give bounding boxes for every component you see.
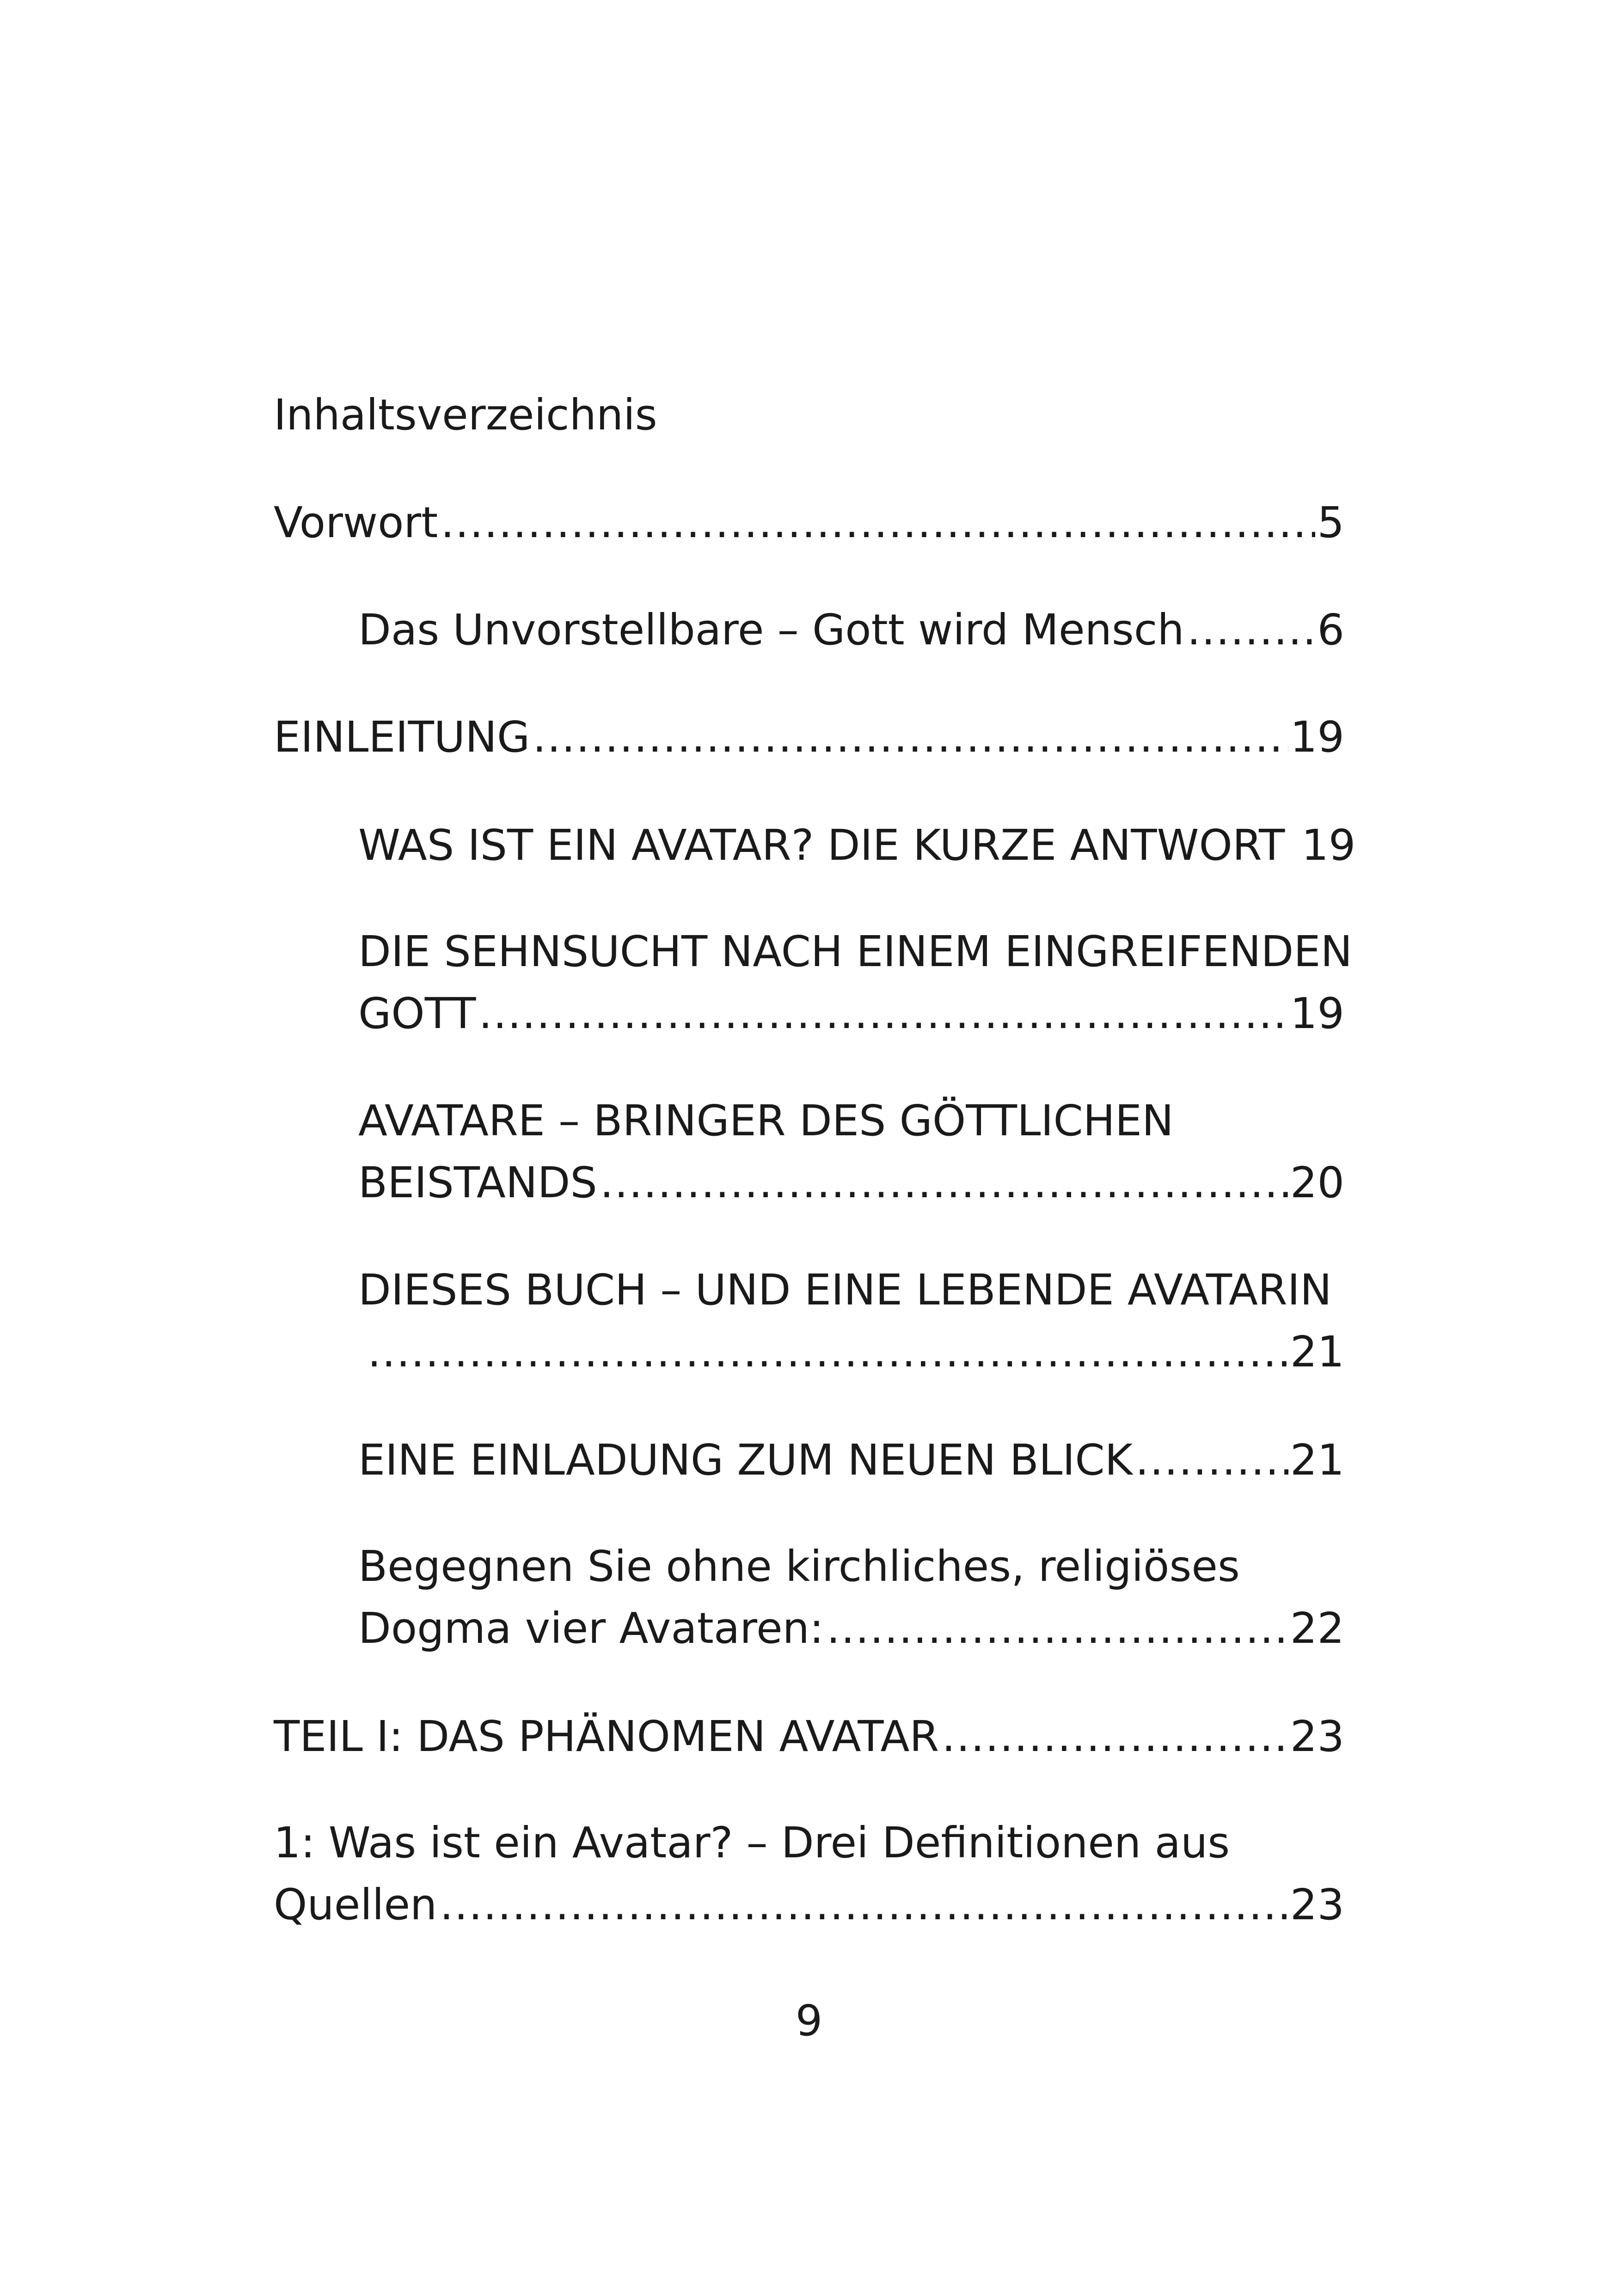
dot-leader [1187, 599, 1316, 661]
toc-entry-teil-i[interactable] [274, 1706, 1344, 1768]
toc-entry-dieses-buch[interactable] [358, 1259, 1344, 1383]
toc-entry-text: Quellen [274, 1880, 437, 1929]
toc-entry-einleitung[interactable] [274, 706, 1344, 768]
toc-entry-text-line1: Begegnen Sie ohne kirchliches, religiöses [358, 1542, 1240, 1591]
dot-leader [600, 1152, 1288, 1214]
dot-leader [1135, 1429, 1288, 1491]
dot-leader [441, 492, 1315, 554]
toc-entry-was-ist-ein-avatar[interactable] [358, 814, 1356, 876]
toc-page-number: 22 [1290, 1604, 1344, 1653]
toc-entry-vorwort[interactable] [274, 492, 1344, 554]
toc-entry-eine-einladung[interactable] [358, 1429, 1344, 1491]
toc-entry-text: WAS IST EIN AVATAR? DIE KURZE ANTWORT [358, 820, 1285, 870]
dot-leader [533, 706, 1288, 768]
toc-entry-text: BEISTANDS [358, 1158, 597, 1207]
page-number: 9 [795, 1996, 823, 2045]
toc-entry-text-line1: DIESES BUCH – UND EINE LEBENDE AVATARIN [358, 1265, 1332, 1315]
toc-entry-text: EINE EINLADUNG ZUM NEUEN BLICK [358, 1435, 1133, 1485]
toc-page-number: 23 [1290, 1712, 1344, 1761]
dot-leader [440, 1874, 1288, 1936]
toc-page-number: 21 [1290, 1327, 1344, 1377]
toc-page-number: 5 [1317, 498, 1344, 547]
toc-page-number: 19 [1290, 712, 1344, 762]
toc-entry-text: Dogma vier Avataren: [358, 1604, 824, 1653]
toc-entry-die-sehnsucht[interactable] [358, 921, 1353, 1045]
toc-page-number: 23 [1290, 1880, 1344, 1929]
toc-page-number: 19 [1301, 820, 1356, 870]
toc-page-number: 20 [1290, 1158, 1344, 1207]
toc-entry-begegnen-sie[interactable] [358, 1536, 1344, 1659]
toc-entry-text: EINLEITUNG [274, 712, 530, 762]
toc-entry-das-unvorstellbare[interactable] [358, 599, 1344, 661]
toc-entry-text: GOTT [358, 989, 476, 1038]
toc-entry-text-line1: AVATARE – BRINGER DES GÖTTLICHEN [358, 1096, 1174, 1145]
toc-entry-text-line1: 1: Was ist ein Avatar? – Drei Definitionen aus [274, 1818, 1230, 1867]
toc-entry-text: Vorwort [274, 498, 438, 547]
toc-entry-text: Das Unvorstellbare – Gott wird Mensch [358, 605, 1184, 655]
toc-page-number: 6 [1317, 605, 1344, 655]
dot-leader [827, 1598, 1288, 1659]
toc-heading: Inhaltsverzeichnis [274, 390, 657, 440]
toc-entry-text: TEIL I: DAS PHÄNOMEN AVATAR [274, 1712, 939, 1761]
toc-page-number: 19 [1290, 989, 1344, 1038]
toc-page-number: 21 [1290, 1435, 1344, 1485]
toc-entry-was-ist-ein-avatar-definitionen[interactable] [274, 1812, 1344, 1936]
toc-entry-avatare-bringer[interactable] [358, 1090, 1344, 1214]
dot-leader [942, 1706, 1288, 1768]
toc-entry-text-line1: DIE SEHNSUCHT NACH EINEM EINGREIFENDEN [358, 927, 1353, 976]
dot-leader [478, 983, 1288, 1045]
dot-leader [368, 1321, 1288, 1383]
